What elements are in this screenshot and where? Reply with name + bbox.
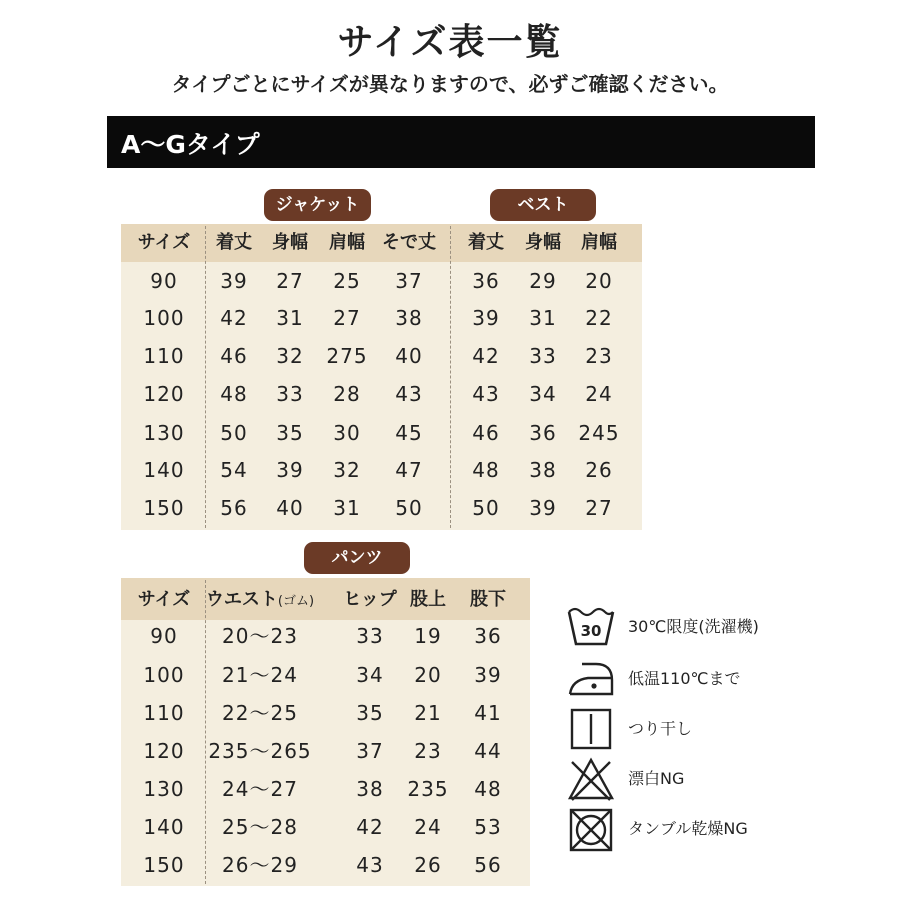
vest-value-cell: 36	[472, 269, 500, 293]
pants-value-cell: 22～25	[222, 701, 298, 725]
pants-value-cell: 37	[356, 739, 384, 763]
jacket-value-cell: 30	[333, 421, 361, 445]
vest-value-cell: 22	[585, 306, 613, 330]
vest-value-cell: 42	[472, 344, 500, 368]
jacket-value-cell: 40	[276, 496, 304, 520]
vest-value-cell: 20	[585, 269, 613, 293]
jacket-value-cell: 40	[395, 344, 423, 368]
vest-value-cell: 39	[472, 306, 500, 330]
pants-value-cell: 38	[356, 777, 384, 801]
no-bleach-icon	[566, 756, 616, 802]
size-cell: 110	[143, 701, 185, 725]
jacket-value-cell: 50	[220, 421, 248, 445]
size-cell: 150	[143, 853, 185, 877]
pants-column-header: 股下	[470, 589, 506, 610]
vest-value-cell: 50	[472, 496, 500, 520]
pants-value-cell: 25～28	[222, 815, 298, 839]
care-text: 低温110℃まで	[628, 669, 741, 688]
size-column-header: サイズ	[137, 232, 191, 253]
waist-column-header	[195, 585, 325, 615]
vest-value-cell: 43	[472, 382, 500, 406]
jacket-value-cell: 42	[220, 306, 248, 330]
jacket-column-header: 肩幅	[329, 232, 365, 253]
vest-value-cell: 31	[529, 306, 557, 330]
svg-text:30: 30	[580, 622, 602, 640]
jacket-value-cell: 56	[220, 496, 248, 520]
care-text: 漂白NG	[628, 769, 685, 788]
size-cell: 120	[143, 739, 185, 763]
jacket-value-cell: 39	[276, 458, 304, 482]
wash-30-icon	[566, 604, 616, 650]
vest-value-cell: 34	[529, 382, 557, 406]
pants-value-cell: 20	[414, 663, 442, 687]
size-cell: 110	[143, 344, 185, 368]
jacket-value-cell: 35	[276, 421, 304, 445]
vest-value-cell: 245	[578, 421, 620, 445]
jacket-value-cell: 275	[326, 344, 368, 368]
page-subtitle: タイプごとにサイズが異なりますので、必ずご確認ください。	[171, 72, 729, 96]
jacket-value-cell: 48	[220, 382, 248, 406]
size-cell: 130	[143, 777, 185, 801]
pants-value-cell: 44	[474, 739, 502, 763]
jacket-value-cell: 46	[220, 344, 248, 368]
care-text: 30℃限度(洗濯機)	[628, 617, 759, 636]
pants-value-cell: 43	[356, 853, 384, 877]
pants-value-cell: 24～27	[222, 777, 298, 801]
vest-value-cell: 38	[529, 458, 557, 482]
jacket-column-header: 身幅	[272, 232, 308, 253]
size-cell: 120	[143, 382, 185, 406]
pants-value-cell: 26	[414, 853, 442, 877]
vest-label: ベスト	[490, 189, 596, 221]
pants-value-cell: 53	[474, 815, 502, 839]
pants-value-cell: 34	[356, 663, 384, 687]
pants-column-header: 股上	[410, 589, 446, 610]
iron-low-icon	[566, 656, 616, 702]
jacket-value-cell: 32	[333, 458, 361, 482]
vest-value-cell: 27	[585, 496, 613, 520]
jacket-value-cell: 27	[276, 269, 304, 293]
page-title: サイズ表一覧	[337, 21, 563, 63]
pants-value-cell: 35	[356, 701, 384, 725]
pants-value-cell: 33	[356, 624, 384, 648]
pants-value-cell: 235～265	[208, 739, 312, 763]
vest-value-cell: 33	[529, 344, 557, 368]
jacket-value-cell: 28	[333, 382, 361, 406]
pants-value-cell: 56	[474, 853, 502, 877]
jacket-value-cell: 25	[333, 269, 361, 293]
care-text: つり干し	[628, 719, 693, 738]
vest-value-cell: 29	[529, 269, 557, 293]
pants-value-cell: 41	[474, 701, 502, 725]
vest-column-header: 肩幅	[581, 232, 617, 253]
jacket-value-cell: 47	[395, 458, 423, 482]
size-cell: 140	[143, 815, 185, 839]
jacket-value-cell: 31	[333, 496, 361, 520]
care-text: タンブル乾燥NG	[628, 819, 748, 838]
size-cell: 100	[143, 663, 185, 687]
size-cell: 150	[143, 496, 185, 520]
pants-value-cell: 24	[414, 815, 442, 839]
size-cell: 130	[143, 421, 185, 445]
pants-value-cell: 21	[414, 701, 442, 725]
vest-value-cell: 26	[585, 458, 613, 482]
jacket-value-cell: 39	[220, 269, 248, 293]
pants-label: パンツ	[304, 542, 410, 574]
jacket-value-cell: 50	[395, 496, 423, 520]
line-dry-icon	[566, 706, 616, 752]
vest-value-cell: 36	[529, 421, 557, 445]
vest-value-cell: 39	[529, 496, 557, 520]
size-cell: 90	[150, 269, 178, 293]
type-label: A～Gタイプ	[121, 130, 260, 159]
jacket-value-cell: 45	[395, 421, 423, 445]
vest-column-header: 身幅	[525, 232, 561, 253]
size-cell: 100	[143, 306, 185, 330]
type-header-bar	[107, 116, 815, 168]
size-cell: 140	[143, 458, 185, 482]
waist-header-text: ウエスト	[205, 589, 278, 610]
pants-value-cell: 42	[356, 815, 384, 839]
no-tumble-dry-icon	[566, 806, 616, 852]
pants-value-cell: 235	[407, 777, 449, 801]
size-cell: 90	[150, 624, 178, 648]
waist-header-note: (ゴム)	[277, 594, 315, 609]
jacket-value-cell: 33	[276, 382, 304, 406]
jacket-value-cell: 38	[395, 306, 423, 330]
vest-column-header: 着丈	[468, 232, 504, 253]
pants-value-cell: 26～29	[222, 853, 298, 877]
jacket-value-cell: 27	[333, 306, 361, 330]
divider	[450, 226, 451, 528]
size-column-header: サイズ	[137, 589, 191, 610]
pants-value-cell: 39	[474, 663, 502, 687]
jacket-value-cell: 37	[395, 269, 423, 293]
vest-value-cell: 46	[472, 421, 500, 445]
vest-value-cell: 24	[585, 382, 613, 406]
pants-value-cell: 19	[414, 624, 442, 648]
vest-value-cell: 48	[472, 458, 500, 482]
pants-column-header: ヒップ	[343, 589, 397, 610]
pants-value-cell: 20～23	[222, 624, 298, 648]
pants-value-cell: 21～24	[222, 663, 298, 687]
jacket-value-cell: 54	[220, 458, 248, 482]
jacket-column-header: そで丈	[382, 232, 436, 253]
jacket-column-header: 着丈	[216, 232, 252, 253]
pants-value-cell: 23	[414, 739, 442, 763]
jacket-value-cell: 43	[395, 382, 423, 406]
jacket-label: ジャケット	[264, 189, 371, 221]
pants-value-cell: 48	[474, 777, 502, 801]
pants-value-cell: 36	[474, 624, 502, 648]
vest-value-cell: 23	[585, 344, 613, 368]
jacket-value-cell: 32	[276, 344, 304, 368]
jacket-value-cell: 31	[276, 306, 304, 330]
